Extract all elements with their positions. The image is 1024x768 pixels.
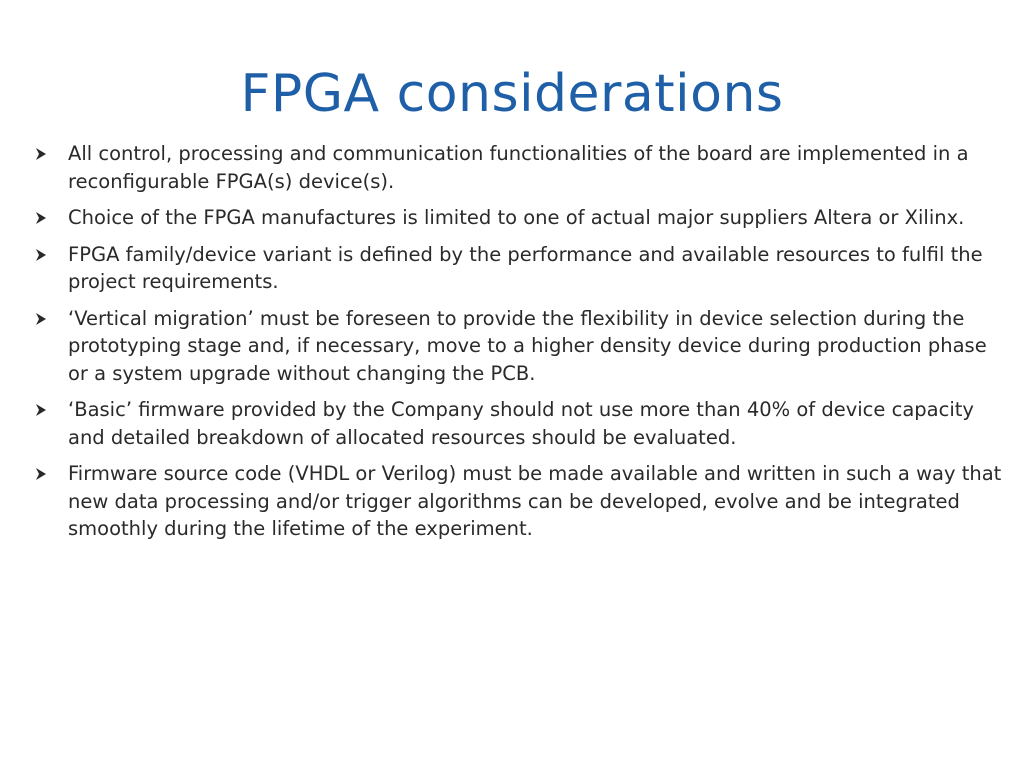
bullet-item: [30, 396, 1005, 451]
bullet-item: [30, 460, 1005, 543]
bullet-item: [30, 305, 1005, 388]
slide-title: FPGA considerations: [240, 64, 784, 124]
arrowhead-bullet-icon: [34, 140, 52, 168]
bullet-text: Firmware source code (VHDL or Verilog) must be made available and written in such a way that new data processing and/or trigger algorithms can be developed, evolve and be integrated smoothly during the lifetime of the experiment.: [68, 462, 1002, 540]
bullet-text: ‘Vertical migration’ must be foreseen to provide the flexibility in device selection during the prototyping stage and, if necessary, move to a higher density device during production phase or a system upgrade without changing the PCB.: [68, 306, 987, 385]
arrowhead-bullet-icon: [34, 396, 52, 424]
bullet-text: Choice of the FPGA manufactures is limited to one of actual major suppliers Altera or Xilinx.: [68, 206, 965, 229]
arrowhead-bullet-icon: [34, 204, 52, 232]
bullet-text: All control, processing and communication functionalities of the board are implemented in a reconfigurable FPGA(s) device(s).: [68, 142, 969, 193]
bullet-item: [30, 140, 1005, 195]
bullet-text: ‘Basic’ firmware provided by the Company should not use more than 40% of device capacity and detailed breakdown of allocated resources should be evaluated.: [68, 398, 974, 449]
arrowhead-bullet-icon: [34, 305, 52, 333]
bullet-text: FPGA family/device variant is defined by the performance and available resources to fulfil the project requirements.: [68, 242, 983, 293]
bullet-list: [30, 140, 1005, 552]
bullet-item: [30, 204, 1005, 232]
arrowhead-bullet-icon: [34, 241, 52, 269]
arrowhead-bullet-icon: [34, 460, 52, 488]
bullet-item: [30, 241, 1005, 296]
